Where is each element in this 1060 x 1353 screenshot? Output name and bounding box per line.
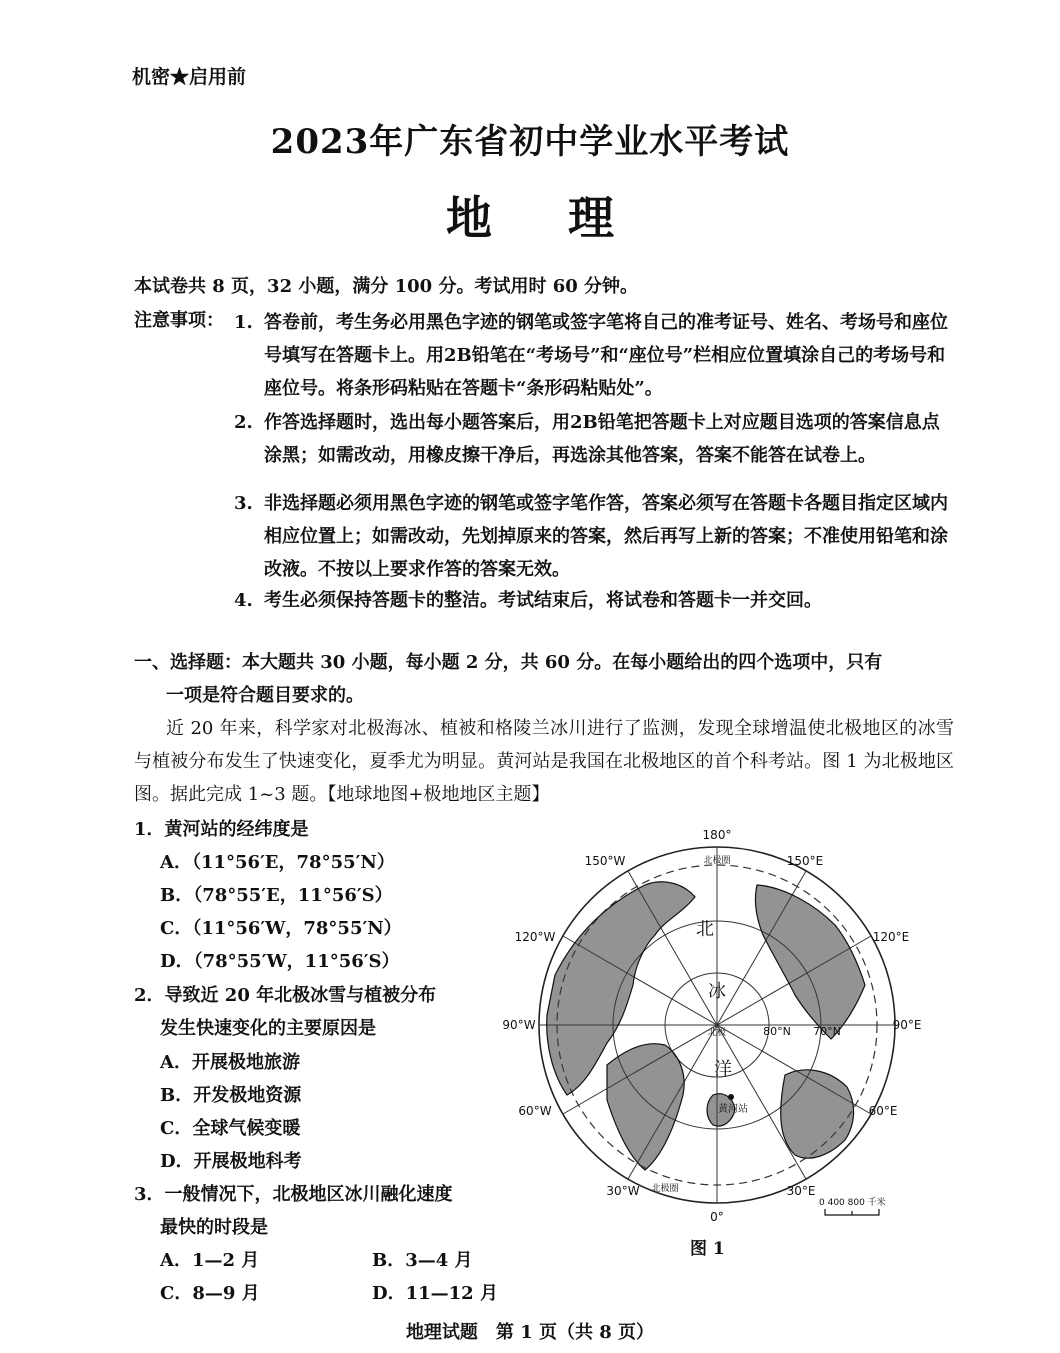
scale-label: 0 400 800 千米	[819, 1198, 886, 1208]
label-30w: 30°W	[606, 1184, 640, 1198]
label-60e: 60°E	[868, 1104, 898, 1118]
note-text: 作答选择题时，选出每小题答案后，用2B铅笔把答题卡上对应题目选项的答案信息点涂黑；如需改动，用橡皮擦干净后，再选涂其他答案，答案不能答在试卷上。	[264, 412, 940, 466]
label-30e: 30°E	[786, 1184, 816, 1198]
option: D．11—12 月	[372, 1283, 498, 1304]
question-3-stem-cont: 最快的时段是	[160, 1217, 268, 1238]
question-3-stem: 3．一般情况下，北极地区冰川融化速度	[134, 1184, 453, 1205]
label-120e: 120°E	[872, 930, 910, 944]
option: D．（78°55′W，11°56′S）	[160, 951, 400, 972]
section-head: 一、选择题：本大题共 30 小题，每小题 2 分，共 60 分。在每小题给出的四个选项中，只有	[134, 652, 883, 673]
option: A．（11°56′E，78°55′N）	[160, 852, 395, 873]
option: A．开展极地旅游	[160, 1052, 300, 1073]
question-intro: 近 20 年来，科学家对北极海冰、植被和格陵兰冰川进行了监测，发现全球增温使北极地区的冰雪与植被分布发生了快速变化，夏季尤为明显。黄河站是我国在北极地区的首个科考站。图 1 为北极地区图。据此完成 1~3 题。【地球地图+极地地区主题】	[134, 718, 954, 805]
note-number: 2.	[234, 412, 253, 433]
option: C．全球气候变暖	[160, 1118, 301, 1139]
option: A．1—2 月	[160, 1250, 260, 1271]
label-ocean-2: 冰	[708, 981, 726, 1002]
note-text: 答卷前，考生务必用黑色字迹的钢笔或签字笔将自己的准考证号、姓名、考场号和座位号填写在答题卡上。用2B铅笔在“考场号”和“座位号”栏相应位置填涂自己的考场号和座位号。将条形码粘贴在答题卡“条形码粘贴处”。	[264, 312, 948, 399]
note-number: 1.	[234, 312, 253, 333]
label-120w: 120°W	[514, 930, 556, 944]
note-item	[234, 406, 948, 472]
option: B．3—4 月	[372, 1250, 473, 1271]
exam-title: 2023年广东省初中学业水平考试	[270, 122, 790, 162]
confidential-mark: 机密★启用前	[132, 66, 247, 88]
notes-label: 注意事项：	[134, 310, 224, 331]
subject-title: 地 理	[445, 191, 644, 245]
station-dot	[728, 1094, 734, 1100]
note-text: 考生必须保持答题卡的整洁。考试结束后，将试卷和答题卡一并交回。	[264, 590, 822, 611]
label-80n: 80°N	[763, 1025, 791, 1038]
section-heading	[134, 646, 952, 712]
label-150w: 150°W	[584, 854, 626, 868]
note-text: 非选择题必须用黑色字迹的钢笔或签字笔作答，答案必须写在答题卡各题目指定区域内相应位置上；如需改动，先划掉原来的答案，然后再写上新的答案；不准使用铅笔和涂改液。不按以上要求作答的答案无效。	[264, 493, 948, 580]
note-number: 4.	[234, 590, 253, 611]
note-item	[234, 487, 948, 586]
question-2-stem-cont: 发生快速变化的主要原因是	[160, 1018, 376, 1039]
question-1-stem: 1．黄河站的经纬度是	[134, 819, 309, 840]
label-70n: 70°N	[813, 1025, 841, 1038]
paper-summary: 本试卷共 8 页，32 小题，满分 100 分。考试用时 60 分钟。	[134, 276, 639, 297]
option: B．开发极地资源	[160, 1085, 302, 1106]
question-2-stem: 2．导致近 20 年北极冰雪与植被分布	[134, 985, 437, 1006]
label-station: 黄河站	[718, 1104, 748, 1115]
option: C．（11°56′W，78°55′N）	[160, 918, 402, 939]
option: B．（78°55′E，11°56′S）	[160, 885, 393, 906]
label-arctic-circle-top: 北极圈	[703, 856, 731, 866]
section-continuation: 一项是符合题目要求的。	[166, 685, 364, 706]
label-ocean-1: 北	[696, 919, 714, 940]
label-north-pole: 北极	[707, 1028, 727, 1038]
page-footer: 地理试题 第 1 页（共 8 页）	[405, 1322, 655, 1343]
label-150e: 150°E	[786, 854, 824, 868]
option: D．开展极地科考	[160, 1151, 302, 1172]
note-number: 3.	[234, 493, 253, 514]
note-item	[234, 584, 948, 617]
label-90e: 90°E	[892, 1018, 922, 1032]
note-item	[234, 306, 948, 405]
option: C．8—9 月	[160, 1283, 260, 1304]
arctic-map	[495, 825, 945, 1250]
label-60w: 60°W	[518, 1104, 552, 1118]
label-90w: 90°W	[502, 1018, 536, 1032]
figure-caption: 图 1	[690, 1239, 725, 1259]
label-0: 0°	[710, 1210, 724, 1224]
scale-bar	[825, 1209, 879, 1215]
label-arctic-circle-bottom: 北极圈	[651, 1184, 679, 1194]
label-ocean-3: 洋	[714, 1059, 732, 1080]
label-180: 180°	[702, 828, 732, 842]
